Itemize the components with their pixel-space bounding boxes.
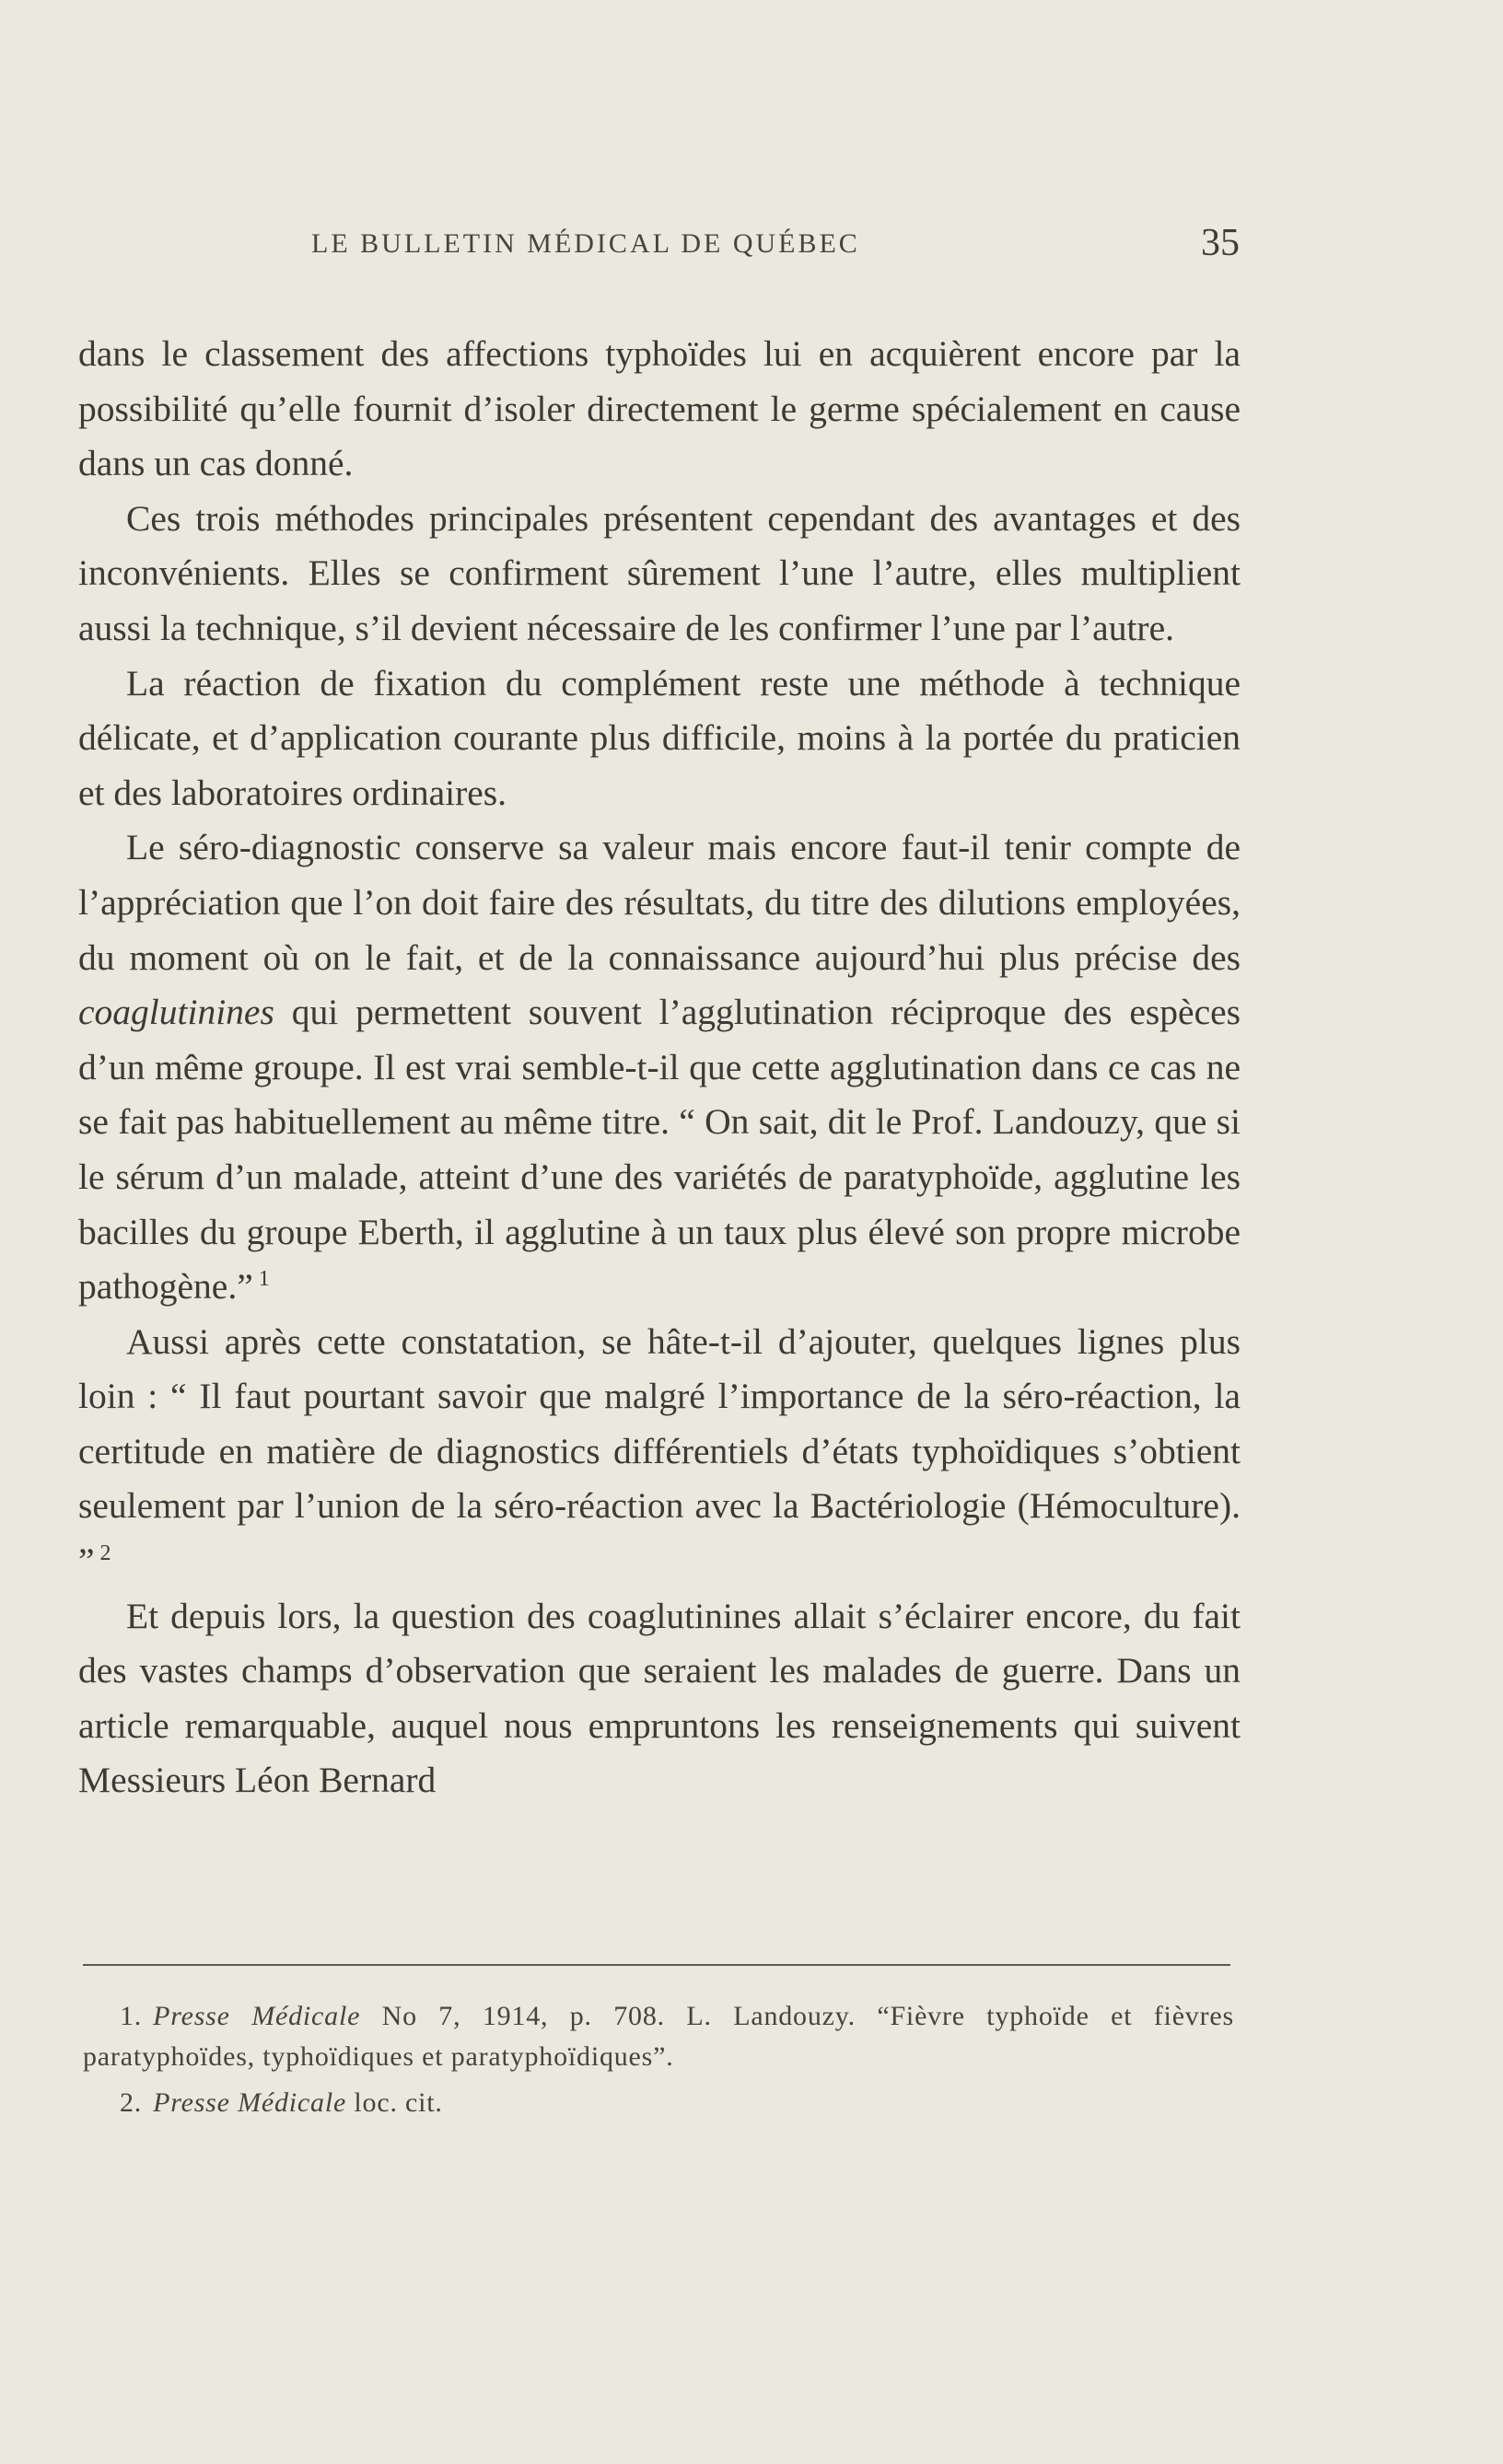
footnote-2-text: loc. cit. [346, 2087, 443, 2118]
paragraph-4 [78, 820, 1241, 1314]
paragraph-6: Et depuis lors, la question des coaglutinines allait s’éclairer encore, du fait des vastes champs d’observation que seraient les malades de guerre. Dans un article remarquable, auquel nous empruntons les renseignements qui suivent Messieurs Léon Bernard [78, 1595, 1241, 1801]
footnote-ref-2[interactable]: 2 [99, 1541, 111, 1566]
footnote-1-source: Presse Médicale [153, 2001, 361, 2031]
running-header [311, 221, 1252, 276]
footnote-2-number: 2. [120, 2087, 143, 2118]
paragraph-3: La réaction de fixation du complément reste une méthode à technique délicate, et d’application courante plus difficile, moins à la portée du praticien et des laboratoires ordinaires. [78, 662, 1241, 813]
running-title: LE BULLETIN MÉDICAL DE QUÉBEC [311, 228, 860, 259]
paragraph-4-text-a: Le séro-diagnostic conserve sa valeur mais encore faut-il tenir compte de l’appréciation que l’on doit faire des résultats, du titre des dilutions employées, du moment où on le fait, et de la connaissance aujourd’hui plus précise des [78, 827, 1241, 978]
footnote-1 [83, 1996, 1234, 2077]
paragraph-4-text-b: qui permettent souvent l’agglutination réciproque des espèces d’un même groupe. Il est vrai semble-t-il que cette agglutination dans ce cas ne se fait pas habituellement au même titre. “ On sait, dit le Prof. Landouzy, que si le sérum d’un malade, atteint d’une des variétés de paratyphoïde, agglutine les bacilles du groupe Eberth, il agglutine à un taux plus élevé son propre microbe pathogène.” [78, 992, 1241, 1308]
footnote-ref-1[interactable]: 1 [258, 1267, 270, 1292]
footnote-divider [83, 1964, 1230, 1966]
paragraph-5 [78, 1315, 1241, 1589]
italic-term-coaglutinines: coaglutinines [78, 992, 274, 1033]
footnote-1-number: 1. [120, 2001, 143, 2031]
footnote-2-source: Presse Médicale [153, 2087, 347, 2118]
paragraph-1: dans le classement des affections typhoïdes lui en acquièrent encore par la possibilité qu’elle fournit d’isoler directement le germe spécialement en cause dans un cas donné. [78, 333, 1241, 484]
footnote-1-text: No 7, 1914, p. 708. L. Landouzy. “Fièvre typhoïde et fièvres paratyphoïdes, typhoïdiques et paratyphoïdiques”. [83, 2001, 1234, 2072]
footnote-2 [83, 2083, 1234, 2123]
paragraph-2: Ces trois méthodes principales présentent cependant des avantages et des inconvénients. Elles se confirment sûrement l’une l’autre, elles multiplient aussi la technique, s’il devient nécessaire de les confirmer l’une par l’autre. [78, 497, 1241, 648]
page-number: 35 [1201, 222, 1240, 264]
body-text [78, 327, 1241, 1808]
paragraph-5-text: Aussi après cette constatation, se hâte-t-il d’ajouter, quelques lignes plus loin : “ Il faut pourtant savoir que malgré l’importance de la séro-réaction, la certitude en matière de diagnostics différentiels d’états typhoïdiques s’obtient seulement par l’union de la séro-réaction avec la Bactériologie (Hémoculture). ” [78, 1320, 1241, 1582]
footnotes [83, 1996, 1234, 2129]
